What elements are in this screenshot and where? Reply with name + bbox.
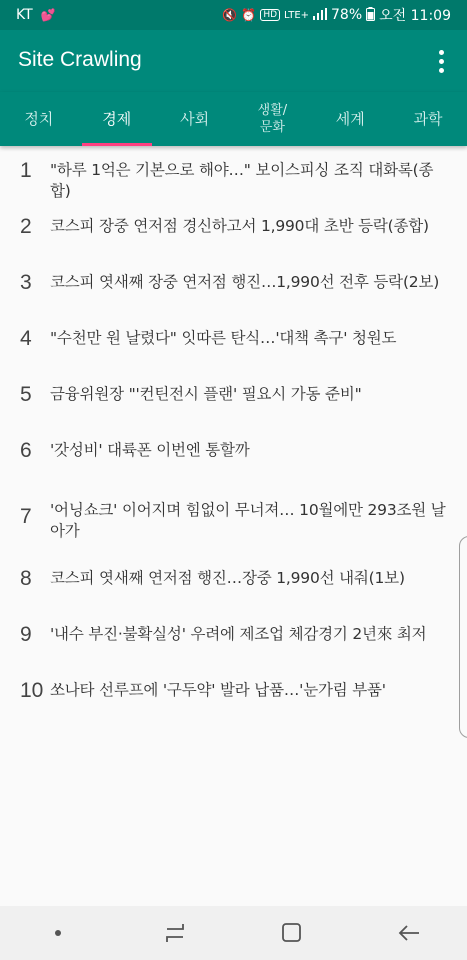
recent-apps-icon[interactable] xyxy=(117,906,234,960)
carrier-label: KT xyxy=(16,7,33,23)
article-rank: 6 xyxy=(20,439,32,462)
article-title: 쏘나타 선루프에 '구두약' 발라 납품…'눈가림 부품' xyxy=(50,681,386,699)
list-item[interactable] xyxy=(0,438,467,494)
clock-label: 오전 11:09 xyxy=(379,8,451,24)
more-vert-icon[interactable] xyxy=(429,46,453,76)
mute-icon: 🔇 xyxy=(222,8,238,22)
home-icon[interactable] xyxy=(234,906,351,960)
category-tabs xyxy=(0,92,467,146)
article-rank: 1 xyxy=(20,159,32,182)
article-title: 코스피 장중 연저점 경신하고서 1,990대 초반 등락(종합) xyxy=(50,217,429,235)
dot-icon[interactable] xyxy=(0,906,117,960)
list-item[interactable] xyxy=(0,214,467,270)
battery-icon xyxy=(366,7,375,24)
app-title: Site Crawling xyxy=(18,48,142,71)
tab-economy[interactable]: 경제 xyxy=(78,92,156,146)
article-rank: 2 xyxy=(20,215,32,238)
heart-icon: 💕 xyxy=(40,8,56,22)
article-title: "수천만 원 날렸다" 잇따른 탄식…'대책 촉구' 청원도 xyxy=(50,329,397,347)
article-rank: 5 xyxy=(20,383,32,406)
battery-label: 78% xyxy=(331,7,363,23)
tab-science[interactable]: 과학 xyxy=(413,109,443,128)
back-icon[interactable] xyxy=(350,906,467,960)
article-title: 금융위원장 "'컨틴전시 플랜' 필요시 가동 준비" xyxy=(50,385,362,403)
tab-life-culture[interactable]: 생활/ 문화 xyxy=(257,103,288,135)
list-item[interactable] xyxy=(0,382,467,438)
status-bar xyxy=(0,0,467,30)
article-title: "하루 1억은 기본으로 해야…" 보이스피싱 조직 대화록(종합) xyxy=(50,161,434,200)
network-label: LTE+ xyxy=(284,9,310,21)
list-item[interactable] xyxy=(0,678,467,734)
article-rank: 10 xyxy=(20,679,44,702)
tab-politics[interactable]: 정치 xyxy=(24,109,54,128)
article-title: '갓성비' 대륙폰 이번엔 통할까 xyxy=(50,441,250,459)
article-list xyxy=(0,158,467,734)
hd-icon: HD xyxy=(260,9,280,21)
list-item[interactable] xyxy=(0,566,467,622)
app-bar xyxy=(0,30,467,92)
article-rank: 4 xyxy=(20,327,32,350)
signal-icon xyxy=(313,8,327,23)
list-item[interactable] xyxy=(0,494,467,566)
alarm-icon: ⏰ xyxy=(241,8,257,22)
list-item[interactable] xyxy=(0,326,467,382)
edge-panel-handle[interactable] xyxy=(459,536,467,738)
article-rank: 7 xyxy=(20,505,32,528)
article-title: '어닝쇼크' 이어지며 힘없이 무너져… 10월에만 293조원 날아가 xyxy=(50,501,446,540)
article-rank: 9 xyxy=(20,623,32,646)
article-title: '내수 부진·불확실성' 우려에 제조업 체감경기 2년來 최저 xyxy=(50,625,427,643)
article-title: 코스피 엿새째 연저점 행진…장중 1,990선 내줘(1보) xyxy=(50,569,405,587)
list-item[interactable] xyxy=(0,622,467,678)
tab-society[interactable]: 사회 xyxy=(180,109,210,128)
navigation-bar xyxy=(0,906,467,960)
list-item[interactable] xyxy=(0,270,467,326)
article-title: 코스피 엿새째 장중 연저점 행진…1,990선 전후 등락(2보) xyxy=(50,273,440,291)
list-item[interactable] xyxy=(0,158,467,214)
tab-world[interactable]: 세계 xyxy=(335,109,365,128)
article-rank: 3 xyxy=(20,271,32,294)
article-rank: 8 xyxy=(20,567,32,590)
